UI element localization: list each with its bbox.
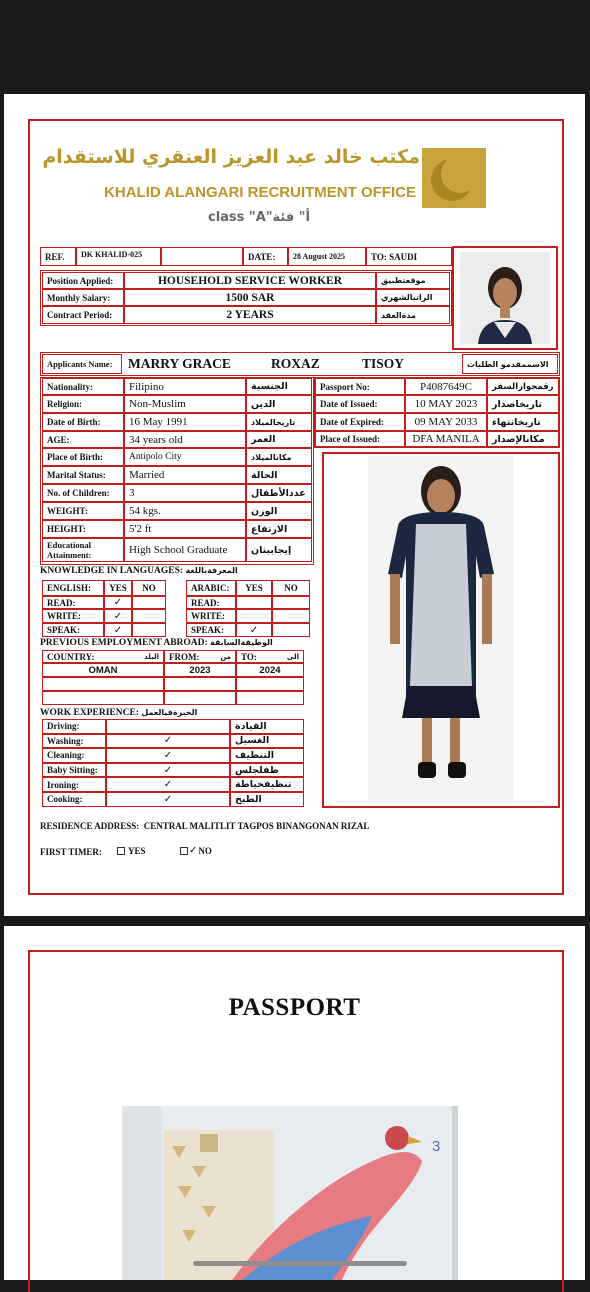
work-item-check: ✓ bbox=[106, 763, 230, 778]
detail-value: High School Graduate bbox=[124, 538, 246, 562]
arabic-speak-yes: ✓ bbox=[236, 623, 272, 637]
from-header bbox=[164, 650, 236, 663]
country-header-arabic: البلد bbox=[144, 652, 159, 661]
office-arabic-name: مكتب خالد عبد العزيز العنقري للاستقدام bbox=[42, 146, 420, 168]
employment-blank-to-2 bbox=[236, 691, 304, 705]
work-item-check bbox=[106, 719, 230, 734]
english-label: ENGLISH: bbox=[42, 580, 104, 596]
arabic-write-no bbox=[272, 609, 310, 623]
employment-blank-country bbox=[42, 677, 164, 691]
detail-label: Place of Birth: bbox=[42, 448, 124, 466]
home-indicator[interactable] bbox=[193, 1261, 407, 1266]
detail-arabic: الارتفاع bbox=[246, 520, 312, 538]
work-item-arabic: الطبخ bbox=[230, 792, 304, 807]
passport-no-value: P4087649C bbox=[405, 378, 487, 395]
detail-label: Nationality: bbox=[42, 378, 124, 395]
detail-label: AGE: bbox=[42, 431, 124, 448]
date-label: DATE: bbox=[243, 247, 288, 266]
country-header bbox=[42, 650, 164, 663]
employment-country: OMAN bbox=[42, 663, 164, 677]
position-label: Position Applied: bbox=[42, 272, 124, 289]
applicant-full-body-photo bbox=[368, 456, 514, 801]
arabic-write-yes bbox=[236, 609, 272, 623]
first-timer-yes-checkbox[interactable] bbox=[117, 847, 125, 855]
detail-label: Religion: bbox=[42, 395, 124, 413]
work-item-arabic: التنظيف bbox=[230, 748, 304, 763]
salary-label: Monthly Salary: bbox=[42, 289, 124, 306]
detail-label: No. of Children: bbox=[42, 484, 124, 502]
detail-value: Non-Muslim bbox=[124, 395, 246, 413]
to-label: TO: SAUDI bbox=[366, 247, 452, 266]
employment-blank-from-2 bbox=[164, 691, 236, 705]
work-item-label: Cooking: bbox=[42, 792, 106, 807]
detail-value: Filipino bbox=[124, 378, 246, 395]
passport-scan-image bbox=[122, 1106, 458, 1280]
work-item-arabic: طفلجلس bbox=[230, 763, 304, 778]
english-speak-yes: ✓ bbox=[104, 623, 132, 637]
english-read-yes: ✓ bbox=[104, 596, 132, 609]
applicant-name-arabic: الاسممقدمو الطلبات bbox=[462, 354, 558, 374]
english-no-header: NO bbox=[132, 580, 166, 596]
detail-arabic: مكانالميلاد bbox=[246, 448, 312, 466]
detail-arabic: الجنسية bbox=[246, 378, 312, 395]
detail-value: 54 kgs. bbox=[124, 502, 246, 520]
detail-value: Married bbox=[124, 466, 246, 484]
arabic-write-label: WRITE: bbox=[186, 609, 236, 623]
residence-value: CENTRAL MALITLIT TAGPOS BINANGONAN RIZAL bbox=[143, 821, 370, 831]
salary-value: 1500 SAR bbox=[124, 289, 376, 306]
english-write-yes: ✓ bbox=[104, 609, 132, 623]
passport-no-arabic: رقمجوازالسفر bbox=[487, 378, 559, 395]
employment-title bbox=[40, 638, 273, 648]
english-speak-label: SPEAK: bbox=[42, 623, 104, 637]
languages-title-text: KNOWLEDGE IN LANGUAGES: bbox=[40, 566, 184, 576]
applicant-name-label: Applicants Name: bbox=[42, 354, 122, 374]
detail-value: 16 May 1991 bbox=[124, 413, 246, 431]
to-header-arabic: الى bbox=[286, 652, 299, 661]
employment-from: 2023 bbox=[164, 663, 236, 677]
first-timer-yes-label: YES bbox=[128, 846, 146, 856]
passport-no-label: Passport No: bbox=[315, 378, 405, 395]
first-timer-yes-option[interactable] bbox=[117, 846, 146, 856]
detail-arabic: عددالأطفال bbox=[246, 484, 312, 502]
passport-page bbox=[4, 926, 585, 1280]
arabic-label: ARABIC: bbox=[186, 580, 236, 596]
passport-title: PASSPORT bbox=[228, 994, 361, 1021]
work-experience-title-text: WORK EXPERIENCE: bbox=[40, 708, 139, 718]
arabic-read-yes bbox=[236, 596, 272, 609]
arabic-no-header: NO bbox=[272, 580, 310, 596]
work-item-check: ✓ bbox=[106, 777, 230, 792]
arabic-speak-label: SPEAK: bbox=[186, 623, 236, 637]
detail-label: HEIGHT: bbox=[42, 520, 124, 538]
from-header-label: FROM: bbox=[169, 651, 200, 662]
english-speak-no bbox=[132, 623, 166, 637]
employment-title-text: PREVIOUS EMPLOYMENT ABROAD: bbox=[40, 638, 208, 648]
position-arabic: موقعتطبيق bbox=[376, 272, 450, 289]
ref-label: REF. bbox=[40, 247, 76, 266]
work-item-arabic: تنظيفخياطة bbox=[230, 777, 304, 792]
arabic-yes-header: YES bbox=[236, 580, 272, 596]
work-item-label: Washing: bbox=[42, 734, 106, 749]
work-item-label: Baby Sitting: bbox=[42, 763, 106, 778]
detail-label: Marital Status: bbox=[42, 466, 124, 484]
applicant-first-name: MARRY GRACE bbox=[128, 356, 231, 371]
languages-title bbox=[40, 566, 238, 576]
date-issued-arabic: تاريخاصدار bbox=[487, 395, 559, 413]
detail-label: WEIGHT: bbox=[42, 502, 124, 520]
place-issued-arabic: مكانالإصدار bbox=[487, 431, 559, 447]
work-item-check: ✓ bbox=[106, 748, 230, 763]
date-issued-label: Date of Issued: bbox=[315, 395, 405, 413]
detail-arabic: الوزن bbox=[246, 502, 312, 520]
arabic-speak-no bbox=[272, 623, 310, 637]
arabic-read-no bbox=[272, 596, 310, 609]
work-item-arabic: القيادة bbox=[230, 719, 304, 734]
english-write-no bbox=[132, 609, 166, 623]
applicant-middle-name: ROXAZ bbox=[271, 356, 320, 371]
first-timer-label: FIRST TIMER: bbox=[40, 847, 102, 857]
place-issued-label: Place of Issued: bbox=[315, 431, 405, 447]
ref-blank bbox=[161, 247, 243, 266]
work-item-check: ✓ bbox=[106, 792, 230, 807]
detail-arabic: الدين bbox=[246, 395, 312, 413]
passport-page-number: 3 bbox=[432, 1138, 441, 1155]
employment-blank-from bbox=[164, 677, 236, 691]
first-timer-no-option[interactable] bbox=[180, 845, 212, 856]
work-item-label: Cleaning: bbox=[42, 748, 106, 763]
english-read-label: READ: bbox=[42, 596, 104, 609]
residence-label: RESIDENCE ADDRESS: bbox=[40, 821, 140, 831]
work-item-label: Ironing: bbox=[42, 777, 106, 792]
residence-address bbox=[40, 821, 369, 831]
work-experience-title-arabic: الخبرةفيالعمل bbox=[141, 708, 198, 717]
to-header-label: TO: bbox=[241, 651, 257, 662]
contract-value: 2 YEARS bbox=[124, 306, 376, 324]
date-issued-value: 10 MAY 2023 bbox=[405, 395, 487, 413]
first-timer-no-label: NO bbox=[198, 845, 212, 856]
place-issued-value: DFA MANILA bbox=[405, 431, 487, 447]
first-timer-no-checkbox[interactable] bbox=[180, 847, 188, 855]
detail-value: Antipolo City bbox=[124, 448, 246, 466]
detail-value: 3 bbox=[124, 484, 246, 502]
contract-arabic: مدةالعقد bbox=[376, 306, 450, 324]
detail-arabic: الحالة bbox=[246, 466, 312, 484]
detail-value: 5'2 ft bbox=[124, 520, 246, 538]
ref-value: DK KHALID-025 bbox=[76, 247, 161, 266]
detail-arabic: العمر bbox=[246, 431, 312, 448]
date-expired-label: Date of Expired: bbox=[315, 413, 405, 431]
work-item-arabic: الغسيل bbox=[230, 734, 304, 749]
applicant-last-name: TISOY bbox=[362, 356, 405, 371]
employment-blank-country-2 bbox=[42, 691, 164, 705]
to-header bbox=[236, 650, 304, 663]
work-experience-title bbox=[40, 708, 197, 718]
english-read-no bbox=[132, 596, 166, 609]
office-english-name: KHALID ALANGARI RECRUITMENT OFFICE bbox=[104, 184, 416, 201]
employment-blank-to bbox=[236, 677, 304, 691]
english-write-label: WRITE: bbox=[42, 609, 104, 623]
detail-label: Educational Attainment: bbox=[42, 538, 124, 562]
country-header-label: COUNTRY: bbox=[47, 651, 95, 662]
english-yes-header: YES bbox=[104, 580, 132, 596]
work-item-check: ✓ bbox=[106, 734, 230, 749]
languages-title-arabic: المعرفةباللغة bbox=[185, 566, 238, 575]
applicant-headshot-photo bbox=[460, 252, 550, 344]
arabic-read-label: READ: bbox=[186, 596, 236, 609]
class-label: class "A"أ" فئة bbox=[207, 210, 310, 225]
date-expired-value: 09 MAY 2033 bbox=[405, 413, 487, 431]
employment-title-arabic: الوظيفةالسابقة bbox=[210, 638, 273, 647]
date-expired-arabic: تاريخانتهاء bbox=[487, 413, 559, 431]
detail-value: 34 years old bbox=[124, 431, 246, 448]
employment-to: 2024 bbox=[236, 663, 304, 677]
from-header-arabic: من bbox=[220, 652, 231, 661]
contract-label: Contract Period: bbox=[42, 306, 124, 324]
detail-arabic: تاريخالميلاد bbox=[246, 413, 312, 431]
salary-arabic: الراتبالشهري bbox=[376, 289, 450, 306]
position-value: HOUSEHOLD SERVICE WORKER bbox=[124, 272, 376, 289]
detail-arabic: إيجابيتان bbox=[246, 538, 312, 562]
detail-label: Date of Birth: bbox=[42, 413, 124, 431]
date-value: 28 August 2025 bbox=[288, 247, 366, 266]
application-form-page bbox=[4, 94, 585, 916]
work-item-label: Driving: bbox=[42, 719, 106, 734]
office-logo bbox=[422, 148, 486, 208]
first-timer-no-check: ✓ bbox=[189, 845, 198, 856]
